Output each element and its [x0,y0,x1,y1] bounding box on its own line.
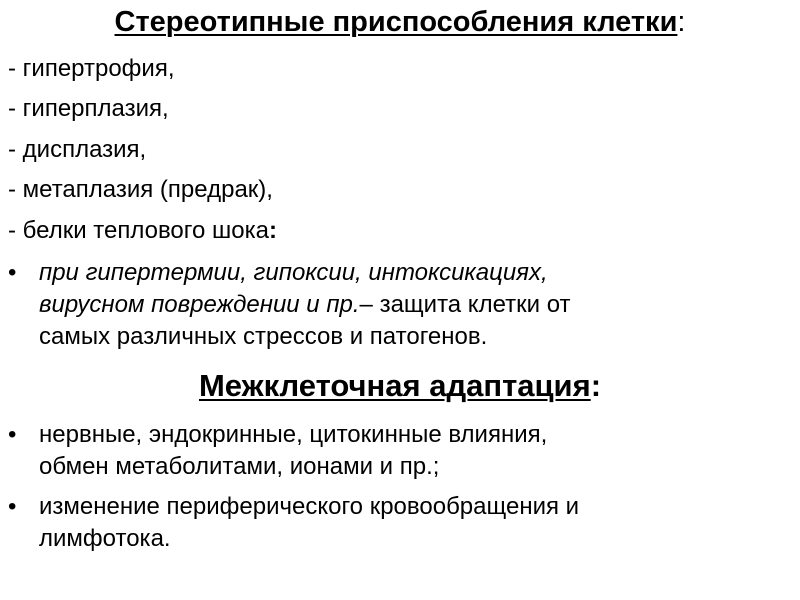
bullet1-line2 [39,289,789,321]
list-item-heat-shock-proteins [8,216,277,246]
list-item-heat-shock-text: - белки теплового шока [8,217,269,244]
bullet3-line2: лимфотока. [39,525,171,552]
bullet1-line3: самых различных стрессов и патогенов. [39,323,488,350]
bullet-text [39,491,789,555]
slide-title-colon: : [677,6,686,38]
list-item-hyperplasia: - гиперплазия, [8,95,169,122]
section-title [0,365,800,407]
section-title-colon: : [590,368,602,403]
bullet1-line1: при гипертермии, гипоксии, интоксикациях, [39,259,548,286]
bullet-intercellular-influences [0,419,790,485]
bullet-text [39,419,789,483]
slide-title [0,2,800,42]
list-item-metaplasia: - метаплазия (предрак), [8,176,273,203]
bullet2-line1: нервные, эндокринные, цитокинные влияния, [39,421,548,448]
section-title-text: Межклеточная адаптация [198,368,591,403]
bullet-marker: • [8,259,17,286]
slide-title-text: Стереотипные приспособления клетки [114,6,678,38]
bullet-text [39,257,789,353]
list-item-hypertrophy: - гипертрофия, [8,55,175,82]
bullet1-line2-rest: – защита клетки от [359,291,571,318]
list-item-heat-shock-colon: : [269,217,277,244]
bullet-circulation-change [0,491,790,557]
bullet-heat-shock-conditions [0,257,790,357]
bullet-marker: • [8,421,17,448]
list-item-dysplasia: - дисплазия, [8,136,147,163]
bullet-marker: • [8,493,17,520]
bullet3-line1: изменение периферического кровообращения и [39,493,580,520]
bullet2-line2: обмен метаболитами, ионами и пр.; [39,453,440,480]
bullet1-line2-italic: вирусном повреждении и пр. [39,291,360,318]
